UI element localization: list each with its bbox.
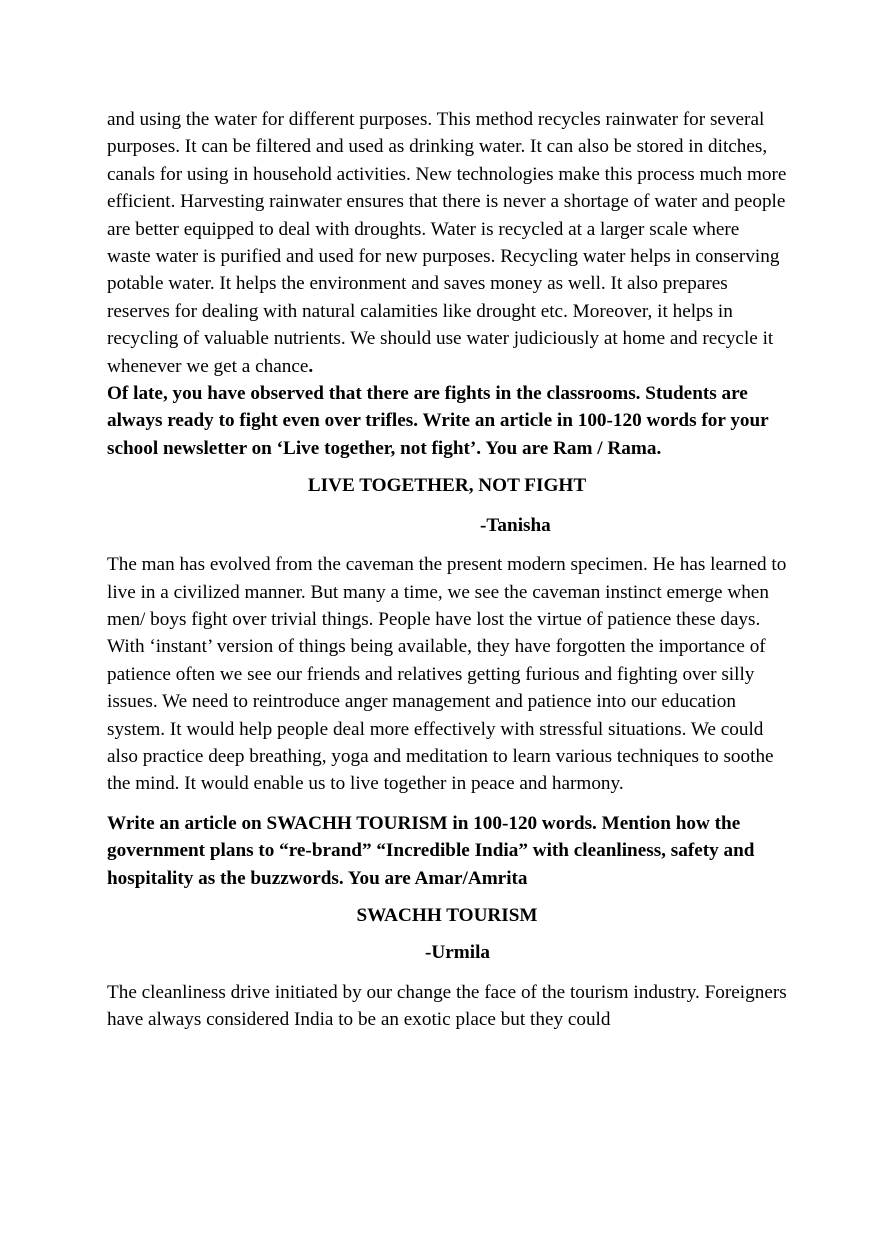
question-live-together: Of late, you have observed that there are fights in the classrooms. Students are always ready to fight even over trifles. Write an article in 100-120 words for your school newsletter on ‘Live together, not fight’. You are Ram / Rama. [107, 383, 769, 459]
article-title-live-together: LIVE TOGETHER, NOT FIGHT [307, 475, 587, 497]
article-title-swachh-tourism: SWACHH TOURISM [356, 904, 538, 926]
article-author-urmila: -Urmila [425, 942, 491, 964]
paragraph-water-recycling [107, 106, 787, 380]
document-page [107, 106, 787, 1034]
article-body-swachh-tourism: The cleanliness drive initiated by our change the face of the tourism industry. Foreigners have always considered India to be an exotic place but they could [107, 981, 787, 1031]
article-body-live-together: The man has evolved from the caveman the present modern specimen. He has learned to live in a civilized manner. But many a time, we see the caveman instinct emerge when men/ boys fight over trivial things. People have lost the virtue of patience these days. With ‘instant’ version of things being available, they have forgotten the importance of patience often we see our friends and relatives getting furious and fighting over silly issues. We need to reintroduce anger management and patience into our education system. It would help people deal more effectively with stressful situations. We could also practice deep breathing, yoga and meditation to learn various techniques to soothe the mind. It would enable us to live together in peace and harmony. [107, 554, 787, 795]
question-swachh-tourism: Write an article on SWACHH TOURISM in 100-120 words. Mention how the government plans to “re-brand” “Incredible India” with cleanliness, safety and hospitality as the buzzwords. You are Amar/Amrita [107, 812, 755, 889]
article-author-tanisha: -Tanisha [480, 514, 551, 536]
paragraph-water-recycling-text: and using the water for different purposes. This method recycles rainwater for several purposes. It can be filtered and used as drinking water. It can also be stored in ditches, canals for using in household activities. New technologies make this process much more efficient. Harvesting rainwater ensures that there is never a shortage of water and people are better equipped to deal with droughts. Water is recycled at a larger scale where waste water is purified and used for new purposes. Recycling water helps in conserving potable water. It helps the environment and saves money as well. It also prepares reserves for dealing with natural calamities like drought etc. Moreover, it helps in recycling of valuable nutrients. We should use water judiciously at home and recycle it whenever we get a chance [107, 109, 787, 377]
paragraph-water-recycling-end: . [308, 355, 314, 377]
